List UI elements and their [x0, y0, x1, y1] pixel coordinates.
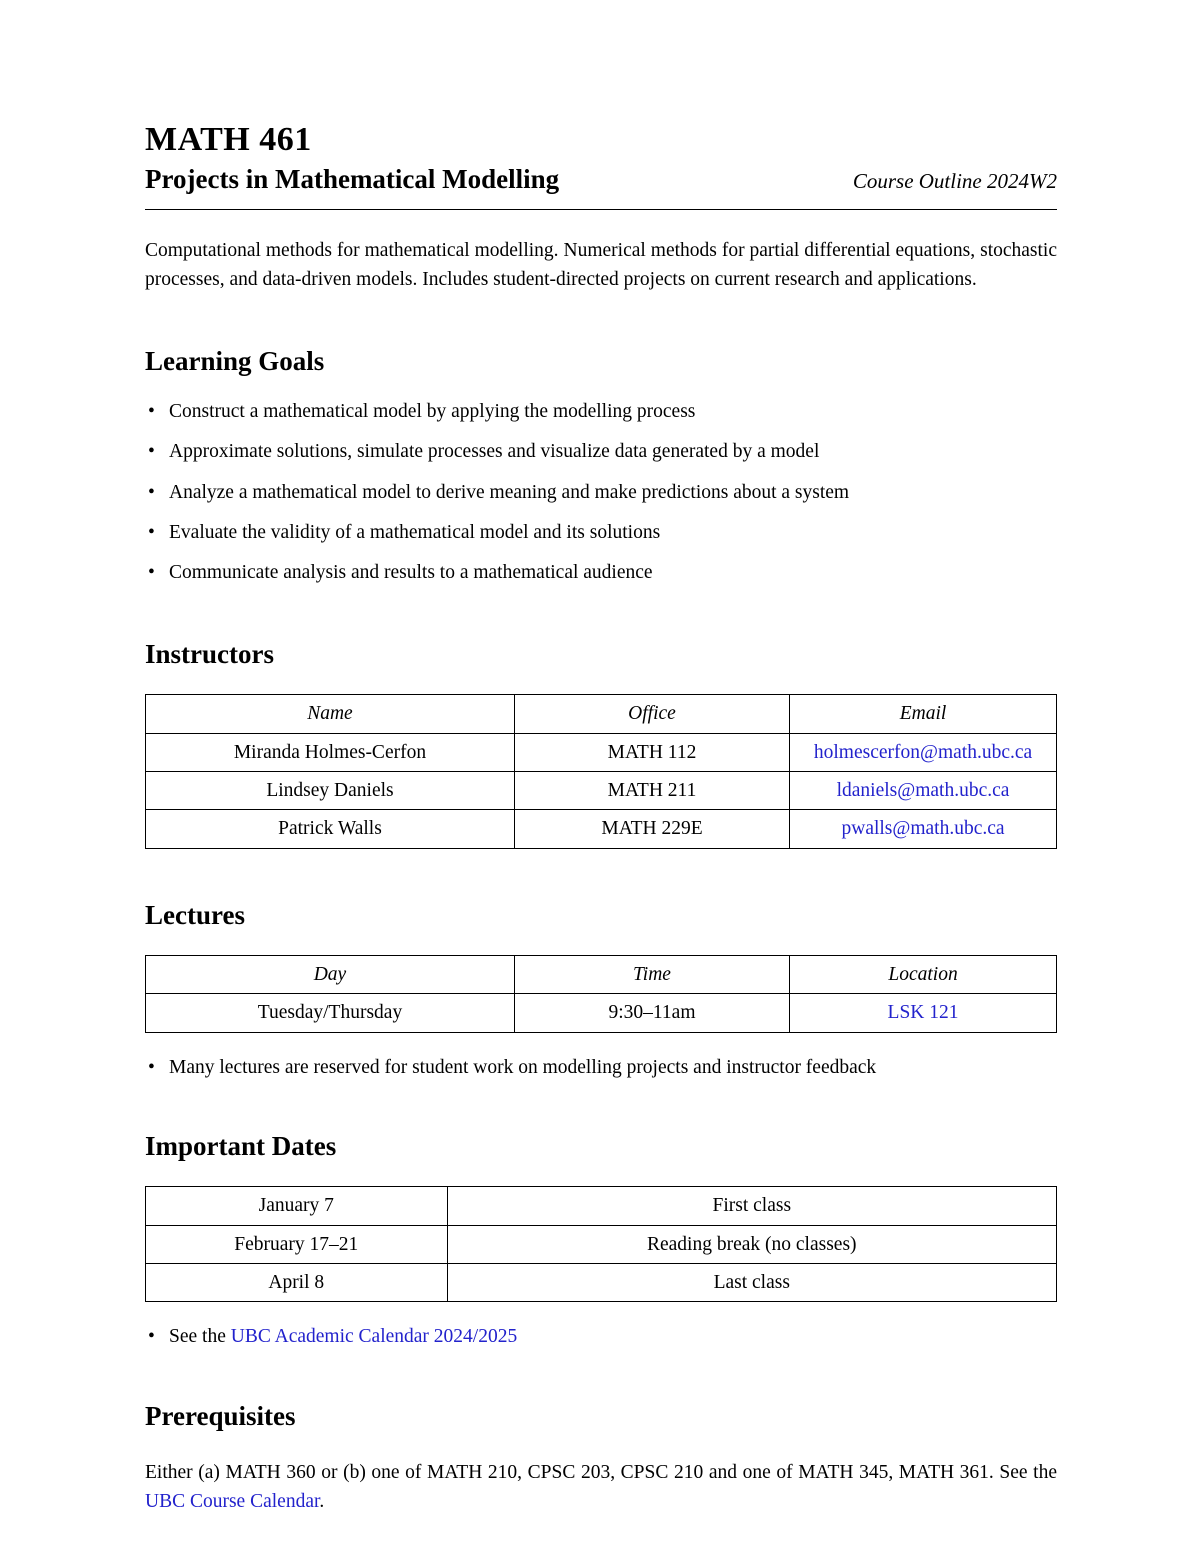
- header-rule: [145, 209, 1057, 210]
- instructor-email-cell: [790, 810, 1057, 848]
- list-item: • Analyze a mathematical model to derive meaning and make predictions about a system: [145, 480, 1057, 505]
- event-cell: Reading break (no classes): [447, 1225, 1056, 1263]
- note-text: See the: [169, 1326, 231, 1348]
- academic-calendar-link[interactable]: UBC Academic Calendar 2024/2025: [230, 1326, 518, 1348]
- lectures-note-list: [145, 1055, 1057, 1080]
- event-cell: First class: [447, 1187, 1056, 1225]
- table-header-row: [146, 695, 1057, 733]
- column-header-location: Location: [790, 955, 1057, 993]
- lecture-day: Tuesday/Thursday: [146, 994, 515, 1032]
- document-header: [145, 120, 1057, 210]
- instructor-email-link[interactable]: pwalls@math.ubc.ca: [841, 818, 1005, 840]
- instructor-office: MATH 229E: [514, 810, 789, 848]
- date-cell: April 8: [146, 1264, 448, 1302]
- instructor-email-cell: [790, 771, 1057, 809]
- prerequisites-text-after: .: [319, 1491, 325, 1513]
- date-cell: January 7: [146, 1187, 448, 1225]
- table-row: [146, 771, 1057, 809]
- list-item: • Approximate solutions, simulate processes and visualize data generated by a model: [145, 439, 1057, 464]
- lectures-table: [145, 955, 1057, 1033]
- instructor-name: Miranda Holmes-Cerfon: [146, 733, 515, 771]
- important-dates-table: [145, 1186, 1057, 1302]
- table-row: [146, 733, 1057, 771]
- instructor-name: Patrick Walls: [146, 810, 515, 848]
- lecture-location-cell: [790, 994, 1057, 1032]
- section-heading-learning-goals: Learning Goals: [145, 345, 325, 376]
- table-row: [146, 810, 1057, 848]
- table-row: [146, 1264, 1057, 1302]
- column-header-time: Time: [514, 955, 789, 993]
- instructor-office: MATH 211: [514, 771, 789, 809]
- lecture-location-link[interactable]: LSK 121: [887, 1002, 959, 1024]
- course-title: Projects in Mathematical Modelling: [145, 163, 560, 194]
- list-item: • Many lectures are reserved for student work on modelling projects and instructor feedback: [145, 1055, 1057, 1080]
- section-heading-lectures: Lectures: [145, 899, 245, 930]
- course-code: MATH 461: [145, 121, 312, 158]
- subtitle-row: [145, 163, 1057, 195]
- instructor-email-link[interactable]: ldaniels@math.ubc.ca: [836, 779, 1010, 801]
- table-row: [146, 994, 1057, 1032]
- learning-goals-list: [145, 399, 1057, 586]
- date-cell: February 17–21: [146, 1225, 448, 1263]
- important-dates-note-list: [145, 1324, 1057, 1349]
- list-item: • Communicate analysis and results to a mathematical audience: [145, 560, 1057, 585]
- instructor-email-link[interactable]: holmescerfon@math.ubc.ca: [813, 741, 1033, 763]
- section-heading-prerequisites: Prerequisites: [145, 1400, 296, 1431]
- table-header-row: [146, 955, 1057, 993]
- column-header-office: Office: [514, 695, 789, 733]
- instructor-email-cell: [790, 733, 1057, 771]
- instructors-table: [145, 694, 1057, 848]
- column-header-name: Name: [146, 695, 515, 733]
- section-heading-important-dates: Important Dates: [145, 1130, 337, 1161]
- column-header-day: Day: [146, 955, 515, 993]
- table-row: [146, 1187, 1057, 1225]
- lecture-time: 9:30–11am: [514, 994, 789, 1032]
- instructor-office: MATH 112: [514, 733, 789, 771]
- column-header-email: Email: [790, 695, 1057, 733]
- list-item: [145, 1324, 1057, 1349]
- instructor-name: Lindsey Daniels: [146, 771, 515, 809]
- prerequisites-text-before: Either (a) MATH 360 or (b) one of MATH 210, CPSC 203, CPSC 210 and one of MATH 345, MATH 361. See the: [145, 1462, 1057, 1484]
- table-row: [146, 1225, 1057, 1263]
- prerequisites-text: [145, 1458, 1057, 1517]
- section-heading-instructors: Instructors: [145, 638, 274, 669]
- event-cell: Last class: [447, 1264, 1056, 1302]
- course-description: Computational methods for mathematical modelling. Numerical methods for partial differential equations, stochastic processes, and data-driven models. Includes student-directed projects on current research and applications.: [145, 240, 1057, 291]
- list-item: • Evaluate the validity of a mathematical model and its solutions: [145, 520, 1057, 545]
- course-calendar-link[interactable]: UBC Course Calendar: [145, 1491, 320, 1513]
- list-item: • Construct a mathematical model by applying the modelling process: [145, 399, 1057, 424]
- outline-label: Course Outline 2024W2: [852, 168, 1057, 193]
